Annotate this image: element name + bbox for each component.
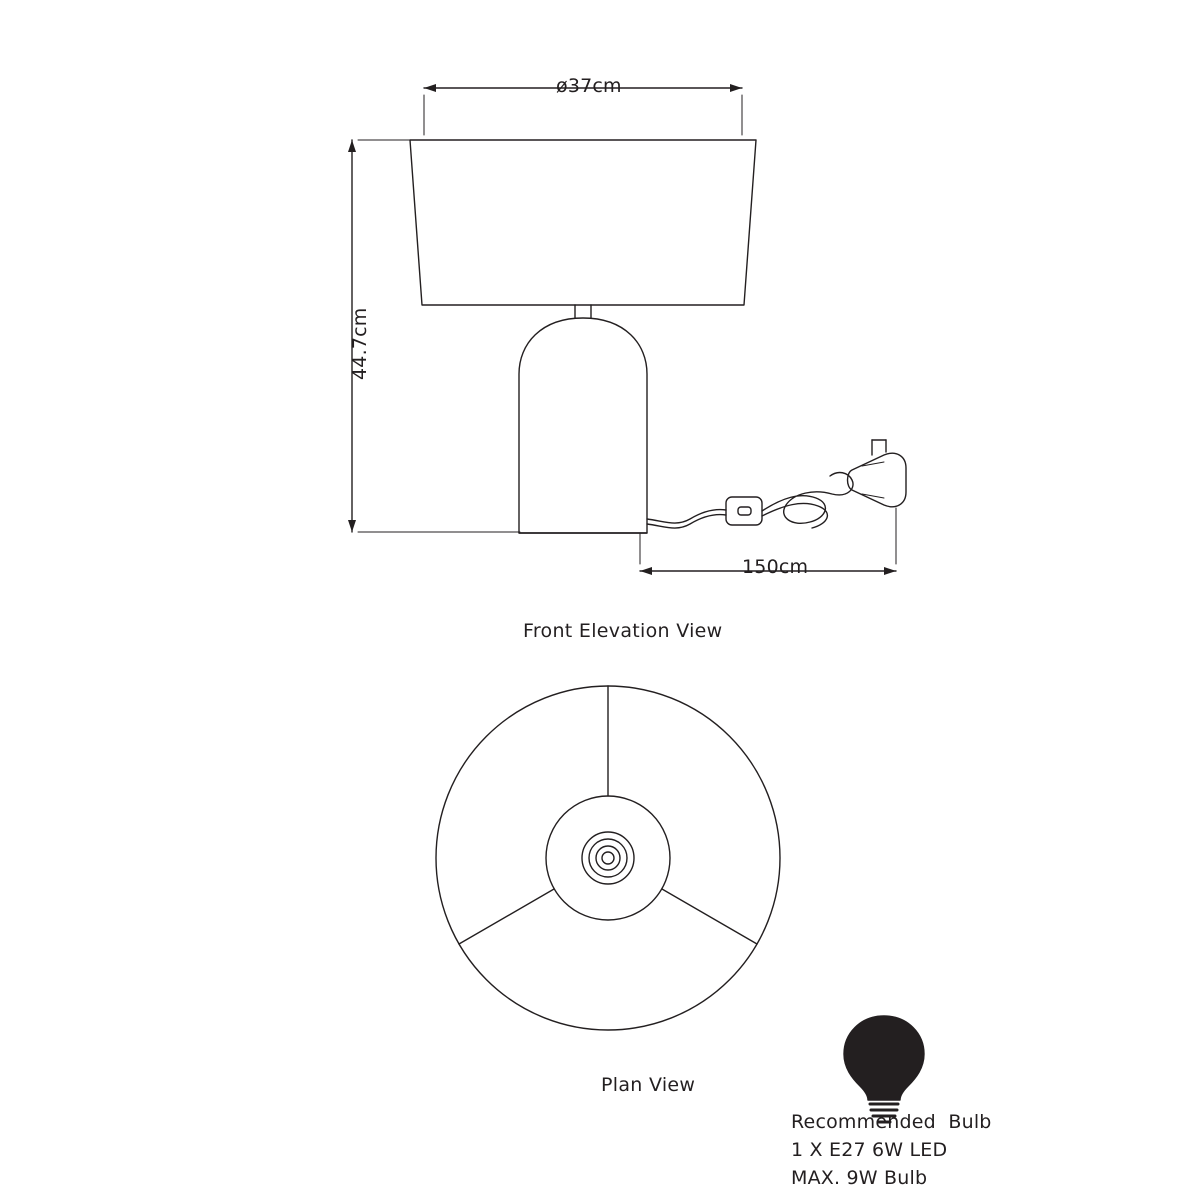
lamp-base-front bbox=[519, 318, 647, 533]
bulb-note-line-3: MAX. 9W Bulb bbox=[791, 1167, 928, 1189]
height-dimension-label: 44.7cm bbox=[349, 307, 371, 380]
plan-view-shade bbox=[436, 686, 780, 1030]
lamp-shade-front bbox=[410, 140, 756, 305]
lamp-stem-front bbox=[575, 305, 591, 318]
width-dimension-label: ø37cm bbox=[556, 75, 622, 97]
power-cable bbox=[647, 510, 726, 528]
height-dimension-line bbox=[348, 140, 520, 532]
bulb-note-line-2: 1 X E27 6W LED bbox=[791, 1139, 948, 1161]
power-plug bbox=[848, 440, 907, 507]
front-elevation-caption: Front Elevation View bbox=[523, 620, 723, 642]
plan-view-lamp-holder bbox=[582, 832, 634, 884]
bulb-note-line-1: Recommended Bulb bbox=[791, 1111, 992, 1133]
cable-loop bbox=[762, 473, 853, 528]
plan-view-caption: Plan View bbox=[601, 1074, 696, 1096]
light-bulb-icon bbox=[844, 1016, 924, 1122]
cable-dimension-label: 150cm bbox=[742, 556, 809, 578]
inline-switch bbox=[726, 497, 762, 525]
